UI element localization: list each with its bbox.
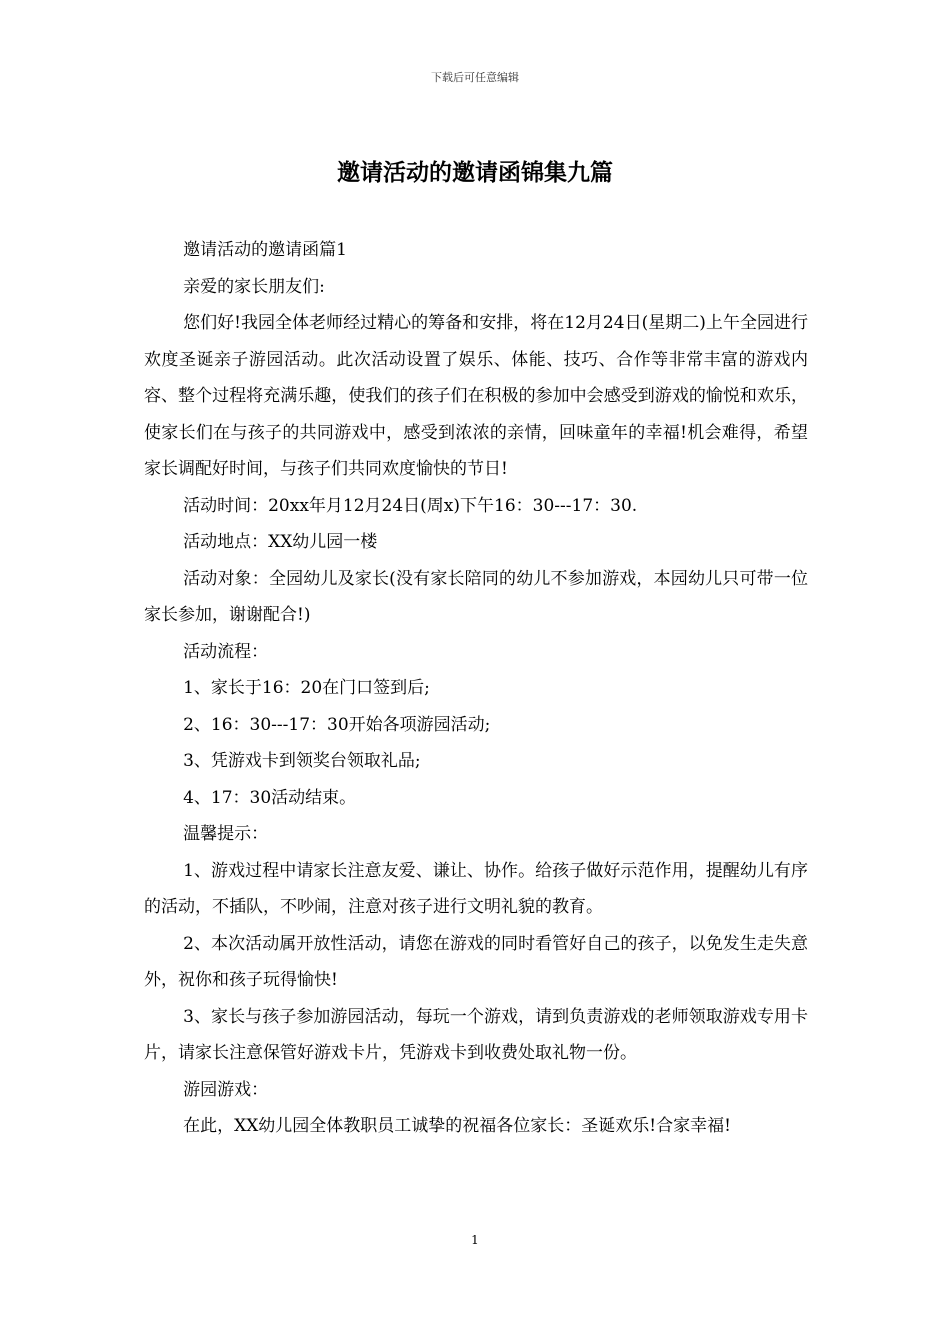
process-step: 1、家长于16：20在门口签到后; [183,678,430,698]
section-heading: 邀请活动的邀请函篇1 [183,240,347,260]
closing-paragraph: 在此，XX幼儿园全体教职员工诚挚的祝福各位家长：圣诞欢乐!合家幸福! [183,1116,731,1136]
activity-process-heading: 活动流程： [183,641,269,662]
tips-heading: 温馨提示： [183,824,269,844]
process-step: 3、凭游戏卡到领奖台领取礼品; [183,751,421,771]
process-step: 4、17：30活动结束。 [183,787,357,808]
activity-location: 活动地点：XX幼儿园一楼 [183,532,378,552]
tip-item: 1、游戏过程中请家长注意友爱、谦让、协作。给孩子做好示范作用，提醒幼儿有序的活动，不插队，不吵闹，注意对孩子进行文明礼貌的教育。 [144,860,808,917]
body-paragraph: 您们好!我园全体老师经过精心的筹备和安排，将在12月24日(星期二)上午全园进行欢度圣诞亲子游园活动。此次活动设置了娱乐、体能、技巧、合作等非常丰富的游戏内容、整个过程将充满乐趣，使我们的孩子们在积极的参加中会感受到游戏的愉悦和欢乐，使家长们在与孩子的共同游戏中，感受到浓浓的亲情，回味童年的幸福!机会难得，希望家长调配好时间，与孩子们共同欢度愉快的节日! [144,313,808,479]
games-heading: 游园游戏： [183,1079,269,1100]
document-body [144,232,808,1145]
page-number: 1 [471,1233,479,1247]
tip-item: 2、本次活动属开放性活动，请您在游戏的同时看管好自己的孩子，以免发生走失意外，祝你和孩子玩得愉快! [144,933,808,990]
tip-item: 3、家长与孩子参加游园活动，每玩一个游戏，请到负责游戏的老师领取游戏专用卡片，请家长注意保管好游戏卡片，凭游戏卡到收费处取礼物一份。 [144,1006,808,1063]
salutation: 亲爱的家长朋友们: [183,276,325,297]
header-note: 下载后可任意编辑 [431,71,519,84]
activity-time: 活动时间：20xx年月12月24日(周x)下午16：30---17：30. [183,495,638,516]
process-step: 2、16：30---17：30开始各项游园活动; [183,714,491,735]
document-title: 邀请活动的邀请函锦集九篇 [337,160,613,186]
activity-participants: 活动对象：全园幼儿及家长(没有家长陪同的幼儿不参加游戏，本园幼儿只可带一位家长参加，谢谢配合!) [144,568,808,625]
